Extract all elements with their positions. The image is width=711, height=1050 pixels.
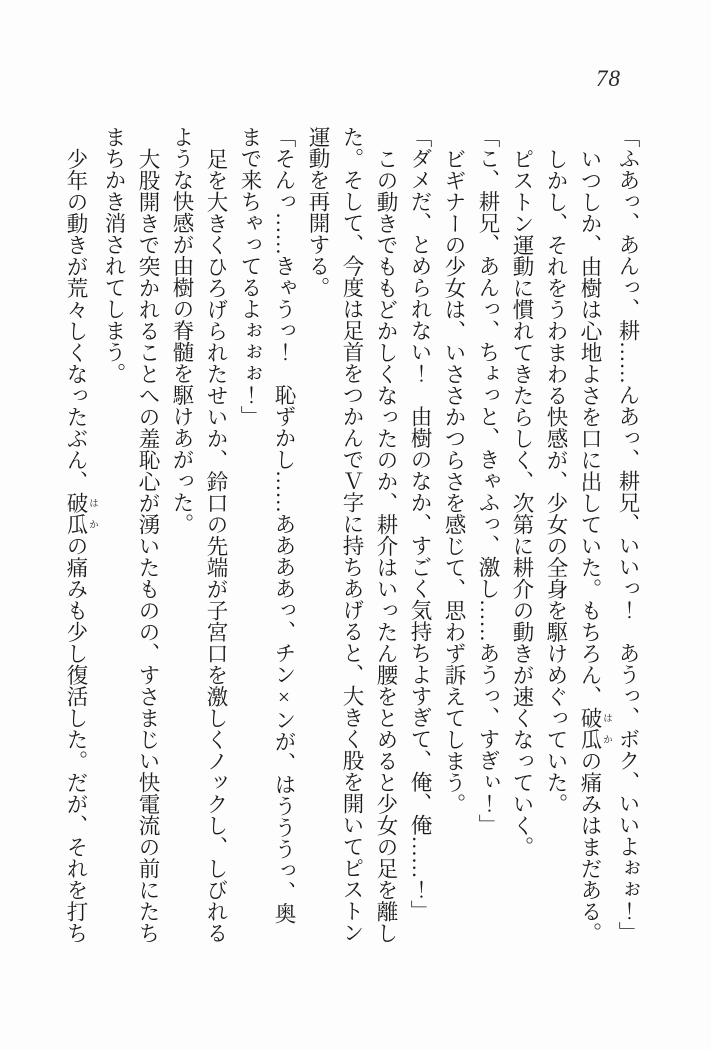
paragraph-dialogue: 「そんっ……きゃうっ！ 恥ずかし……ああああっ、チン×ンが、はうううっ、奥まで来ちゃってるよぉぉぉ！」 — [238, 126, 296, 924]
paragraph-dialogue: 「ダメだ、とめられない！ 由樹のなか、すごく気持ちよすぎて、俺、俺……！」 — [408, 126, 432, 922]
page-number: 78 — [596, 66, 621, 91]
paragraph-dialogue: 「こ、耕兄、あんっ、ちょっと、きゃふっ、激し……あうっ、すぎぃ！」 — [476, 126, 500, 836]
furigana-word: 破瓜 はか — [64, 491, 97, 535]
paragraph-narrative: 少年の動きが荒々しくなったぶん、破瓜 はかの痛みも少し復活した。だが、それを打ち — [64, 147, 97, 943]
paragraph-narrative: 大股開きで突かれることへの羞恥心が湧いたものの、すさまじい快電流の前にたちまちかき消されてしまう。 — [102, 126, 160, 943]
text-block — [59, 126, 645, 944]
paragraph-narrative: いつしか、由樹は心地よさを口に出していた。もちろん、破瓜 はかの痛みはまだある。 — [578, 147, 611, 943]
paragraph-narrative: この動きでももどかしくなったのか、耕介はいったん腰をとめると少女の足を離した。そして、今度は足首をつかんでＶ字に持ちあげると、大きく股を開いてピストン運動を再開する。 — [306, 126, 398, 943]
paragraph-narrative: 足を大きくひろげられたせいか、鈴口の先端が子宮口を激しくノックし、しびれるような快感が由樹の脊髄を駆けあがった。 — [170, 126, 228, 943]
furigana-word: 破瓜 はか — [578, 706, 611, 750]
paragraph-narrative: ビギナーの少女は、いささかつらさを感じて、思わず訴えてしまう。 — [442, 147, 466, 814]
paragraph-dialogue: 「ふあっ、あんっ、耕……んあっ、耕兄、いいっ！ あうっ、ボク、いいよぉぉ！」 — [616, 126, 640, 943]
paragraph-narrative: ピストン運動に慣れてきたらしく、次第に耕介の動きが速くなっていく。 — [510, 147, 534, 857]
paragraph-narrative: しかし、それをうわまわる快感が、少女の全身を駆けめぐっていた。 — [544, 147, 568, 814]
